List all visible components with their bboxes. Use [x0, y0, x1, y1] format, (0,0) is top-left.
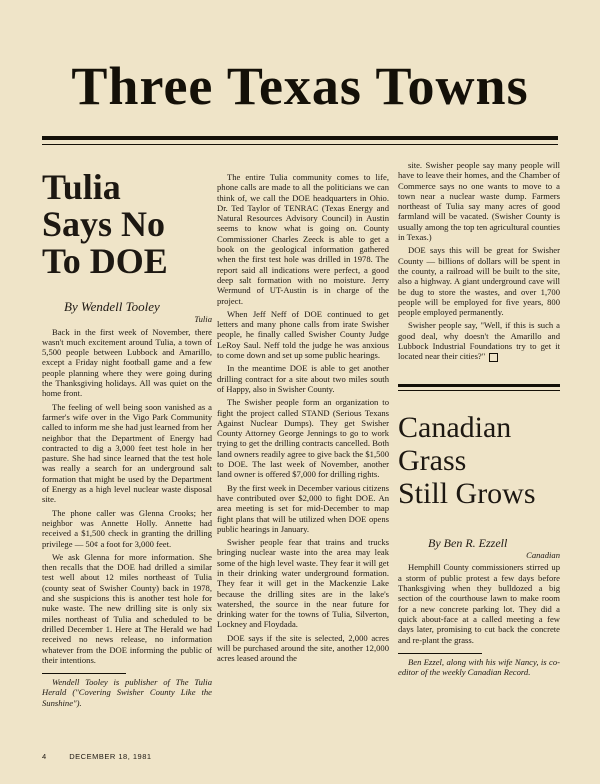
article2-headline-line: Canadian [398, 410, 512, 444]
paragraph: The Swisher people form an organization to fight the project called STAND (Serious Texans Against Nuclear Dumps). They get Swisher County Attorney George Jennings to go to work trying to get the drilling contracts cancelled. Both land owners readily agree to give back the $1,500 to DOE. The last week of November, another land owner is offered $7,000 for drilling rights. [217, 397, 389, 480]
paragraph: By the first week in December various citizens have contributed over $2,000 to fight DOE. An area meeting is set for mid-December to map fight plans that will be utilized when DOE opens public hearings in January. [217, 482, 389, 534]
paragraph [398, 320, 560, 361]
issue-date: DECEMBER 18, 1981 [69, 752, 152, 761]
article1-headline-line: To DOE [42, 241, 168, 281]
paragraph: site. Swisher people say many people will have to leave their homes, and the Chamber of Commerce says no one wants to move to a town near a nuclear waste dump. Farmers northeast of Tulia say many acres of good farmland will be vacated. (Swisher County is usually among the top ten agricultural counties in Texas.) [398, 160, 560, 243]
paragraph-text: Swisher people say, "Well, if this is such a good deal, why doesn't the Amarillo and Lubbock Industrial Foundations try to get it located near their cities?" [398, 320, 560, 362]
column-2 [217, 172, 389, 667]
author-note-divider [398, 653, 482, 654]
paragraph: When Jeff Neff of DOE continued to get letters and many phone calls from irate Swisher people, he finally called Swisher County Judge LeRoy Saul. Neff told the judge he was anxious to come down and set up some public hearings. [217, 308, 389, 361]
paragraph: Back in the first week of November, there wasn't much excitement around Tulia, a town of 5,500 people between Lubbock and Amarillo, except a Friday night football game and a few people planning where they were going during the Thanksgiving holidays. All was quiet on the home front. [42, 326, 212, 399]
article2-dateline: Canadian [526, 550, 560, 561]
page-number: 4 [42, 752, 47, 761]
paragraph: DOE says this will be great for Swisher County — billions of dollars will be spent in the county, a railroad will be built to the site, also a highway. A giant underground cave will be dug to store the wastes, and over 1,700 people will be employed for five years, 800 people employed permanently. [398, 245, 560, 318]
article1-headline-line: Says No [42, 204, 166, 244]
article1-byline: By Wendell Tooley [64, 299, 160, 314]
section-rule-thick [398, 384, 560, 387]
paragraph: The phone caller was Glenna Crooks; her neighbor was Annette Holly. Annette had received a $1,500 check in granting the drilling privilege — 50¢ a foot for 3,000 feet. [42, 507, 212, 549]
column-3 [398, 160, 560, 680]
article2-author-note: Ben Ezzel, along with his wife Nancy, is co-editor of the weekly Canadian Record. [398, 656, 560, 678]
paragraph: The entire Tulia community comes to life, phone calls are made to all the politicians we can think of, we call the DOE headquarters in Ohio. Dr. Ted Taylor of TENRAC (Texas Energy and Natural Resources Advisory Council) in Austin seems to know what is going on. County Commissioner Charles Zeeck is able to get a book on the geological information gathered when the first test hole was drilled in 1978. The report said all indications were perfect, a good deep salt formation with no moisture. Jerry Wermund of UT-Austin is in charge of the project. [217, 172, 389, 306]
article2-headline-line: Still Grows [398, 476, 536, 510]
paragraph: Hemphill County commissioners stirred up a storm of public protest a few days before Thanksgiving when they bulldozed a big section of the courthouse lawn to make room for a new concrete parking lot. They did a quick about-face at a called meeting a few days later, promising to cut back the concrete and re-plant the grass. [398, 562, 560, 645]
end-mark-icon [489, 353, 498, 362]
article1-dateline: Tulia [194, 314, 212, 325]
paragraph: Swisher people fear that trains and trucks bringing nuclear waste into the area may leak some of the high level waste. They fear it will get in their drinking water underground formation. They fear it will get in the Mackenzie Lake because the drilling sites are in the lake's watershed, the source in the near future for drinking water for the towns of Tulia, Silverton, Lockney and Floydada. [217, 537, 389, 630]
section-rule-thin [398, 390, 560, 391]
article1-headline [42, 169, 212, 280]
page-footer [42, 752, 152, 761]
paragraph: DOE says if the site is selected, 2,000 acres will be purchased around the site, another 12,000 acres leased around the [217, 632, 389, 664]
masthead-rule-thin [42, 144, 558, 145]
article2-headline [398, 411, 560, 510]
paragraph: We ask Glenna for more information. She then recalls that the DOE had drilled a similar test well about 12 miles northeast of Tulia (county seat of Swisher County) back in 1978, and she suspicions this is another test hole for nuke waste. The new drilling site is only six miles northeast of Tulia and scheduled to be drilled December 1. Here at The Herald we had received no news release, no information whatever from the DOE informing the public of their intentions. [42, 551, 212, 665]
article1-author-note: Wendell Tooley is publisher of The Tulia Herald ("Covering Swisher County Like the Sunshine"). [42, 677, 212, 708]
paragraph: The feeling of well being soon vanished as a farmer's wife over in the Vigo Park Community called to inform me she had just learned from her neighbor that the Department of Energy had contracted to dig a 3,000 feet test hole in her pasture. She had since learned that the test hole was really a search for an underground salt formation that might be used by the Department of Energy as a high level nuclear waste disposal site. [42, 401, 212, 505]
masthead-rule-thick [42, 136, 558, 140]
article2-byline: By Ben R. Ezzell [428, 535, 508, 550]
article1-headline-line: Tulia [42, 167, 121, 207]
article2-headline-line: Grass [398, 443, 467, 477]
paragraph: In the meantime DOE is able to get another drilling contract for a site about two miles south of Happy, also in Swisher County. [217, 363, 389, 394]
masthead-title: Three Texas Towns [71, 56, 529, 116]
column-1 [42, 155, 212, 711]
author-note-divider [42, 673, 126, 674]
